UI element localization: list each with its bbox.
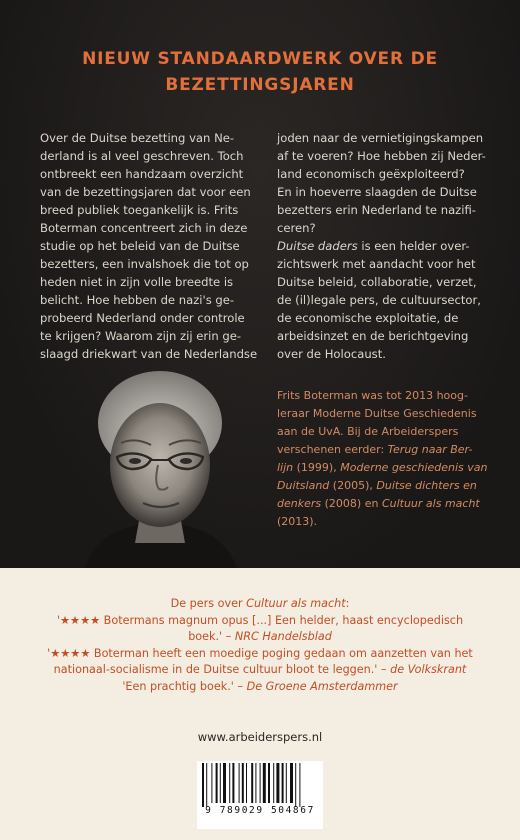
barcode-bar bbox=[273, 763, 274, 803]
press-heading-text: De pers over bbox=[170, 597, 247, 610]
blurb-left-column bbox=[40, 129, 258, 363]
blurb-line: zichtswerk met aandacht voor het bbox=[277, 257, 476, 271]
bio-book-title: denkers bbox=[277, 497, 322, 510]
bio-line: (2013). bbox=[277, 515, 318, 528]
blurb-line: Duitse beleid, collaboratie, verzet, bbox=[277, 275, 477, 289]
barcode-bar bbox=[299, 763, 300, 807]
bio-book-title: lijn bbox=[277, 461, 294, 474]
barcode-bar bbox=[229, 763, 230, 803]
blurb-line: af te voeren? Hoe hebben zij Neder- bbox=[277, 149, 486, 163]
quote-text: 'Een prachtig boek.' – bbox=[122, 679, 247, 693]
blurb-line: arbeidsinzet en de berichtgeving bbox=[277, 329, 469, 343]
blurb-line: van de bezettingsjaren dat voor een bbox=[40, 185, 251, 199]
blurb-line: ontbreekt een handzaam overzicht bbox=[40, 167, 244, 181]
blurb-line: slaagd driekwart van de Nederlandse bbox=[40, 347, 258, 361]
blurb-line: over de Holocaust. bbox=[277, 347, 386, 361]
press-heading bbox=[0, 596, 520, 613]
barcode-bars bbox=[200, 763, 320, 807]
blurb-line: studie op het beleid van de Duitse bbox=[40, 239, 240, 253]
barcode-bar bbox=[223, 763, 226, 803]
bio-line bbox=[277, 477, 497, 495]
quote-line bbox=[0, 679, 520, 696]
bio-line: leraar Moderne Duitse Geschiedenis bbox=[277, 407, 477, 420]
bio-text: (1999), bbox=[293, 461, 341, 474]
blurb-right-column bbox=[277, 129, 497, 363]
blurb-line: heden niet in zijn volle breedte is bbox=[40, 275, 234, 289]
quote-text: boek.' – bbox=[188, 630, 235, 643]
headline-line-1: NIEUW STANDAARDWERK OVER DE bbox=[82, 49, 438, 69]
bio-book-title: Moderne geschiedenis van bbox=[340, 461, 488, 474]
quote-source: De Groene Amsterdammer bbox=[246, 679, 398, 693]
bio-line: Frits Boterman was tot 2013 hoog- bbox=[277, 389, 468, 402]
blurb-line: bezetters erin Nederland te nazifi- bbox=[277, 203, 476, 217]
blurb-line: belicht. Hoe hebben de nazi's ge- bbox=[40, 293, 235, 307]
barcode-bar bbox=[242, 763, 244, 803]
blurb-line: ceren? bbox=[277, 221, 316, 235]
blurb-line: de economische exploitatie, de bbox=[277, 311, 459, 325]
blurb-line: breed publiek toegankelijk is. Frits bbox=[40, 203, 239, 217]
press-heading-text: : bbox=[345, 597, 350, 610]
blurb-line: probeerd Nederland onder controle bbox=[40, 311, 245, 325]
barcode-bar bbox=[211, 763, 212, 803]
blurb-line: land economisch geëxploiteerd? bbox=[277, 167, 465, 181]
cover-headline bbox=[40, 46, 480, 98]
bio-book-title: Duitse dichters en bbox=[376, 479, 477, 492]
barcode-bar bbox=[263, 763, 266, 803]
barcode-bar bbox=[282, 763, 284, 803]
bio-line bbox=[277, 441, 497, 459]
barcode-bar bbox=[295, 763, 296, 807]
blurb-line: joden naar de vernietigingskampen bbox=[277, 131, 484, 145]
barcode-bar bbox=[286, 763, 287, 803]
barcode-bar bbox=[268, 763, 270, 803]
bio-line: aan de UvA. Bij de Arbeiderspers bbox=[277, 425, 459, 438]
publisher-website: www.arbeiderspers.nl bbox=[197, 730, 323, 744]
barcode-bar bbox=[246, 763, 247, 803]
barcode-bar bbox=[216, 763, 218, 803]
blurb-line: te krijgen? Waarom zijn zij erin ge- bbox=[40, 329, 242, 343]
quote-source: NRC Handelsblad bbox=[234, 630, 332, 643]
blurb-line: Boterman concentreert zich in deze bbox=[40, 221, 248, 235]
bio-book-title: Terug naar Ber- bbox=[387, 443, 473, 456]
blurb-line: Over de Duitse bezetting van Ne- bbox=[40, 131, 235, 145]
book-title-italic: Duitse daders bbox=[277, 239, 358, 253]
isbn-number: 9 789029 504867 bbox=[205, 805, 315, 816]
barcode-bar bbox=[260, 763, 261, 803]
quote-line bbox=[0, 629, 520, 646]
author-portrait bbox=[55, 365, 265, 568]
bio-line bbox=[277, 459, 497, 477]
quote-line: '★★★★ Boterman heeft een moedige poging gedaan om aanzetten van het bbox=[47, 646, 473, 660]
barcode-bar bbox=[232, 763, 234, 803]
barcode-bar bbox=[239, 763, 240, 803]
quote-line bbox=[0, 662, 520, 679]
blurb-line: bezetters, een invalshoek die tot op bbox=[40, 257, 249, 271]
bio-book-title: Duitsland bbox=[277, 479, 330, 492]
barcode-bar bbox=[220, 763, 221, 803]
press-quotes bbox=[0, 596, 520, 695]
quote-source: de Volkskrant bbox=[390, 663, 467, 676]
quote-line: '★★★★ Botermans magnum opus [...] Een helder, haast encyclopedisch bbox=[56, 613, 464, 627]
bio-line bbox=[277, 495, 497, 513]
barcode-bar bbox=[290, 763, 293, 803]
blurb-text: is een helder over- bbox=[357, 239, 470, 253]
barcode-bar bbox=[255, 763, 256, 803]
headline-line-2: BEZETTINGSJAREN bbox=[165, 75, 355, 95]
press-book-title: Cultuur als macht bbox=[246, 597, 346, 610]
barcode-bar bbox=[276, 763, 279, 803]
bio-text: verschenen eerder: bbox=[277, 443, 388, 456]
barcode-bar bbox=[251, 763, 253, 803]
barcode bbox=[197, 761, 323, 829]
blurb-line bbox=[277, 237, 497, 255]
author-bio bbox=[277, 387, 497, 531]
blurb-line: En in hoeverre slaagden de Duitse bbox=[277, 185, 477, 199]
blurb-line: de (il)legale pers, de cultuursector, bbox=[277, 293, 481, 307]
quote-text: nationaal-socialisme in de Duitse cultuur bloot te leggen.' – bbox=[53, 663, 391, 676]
bio-book-title: Cultuur als macht bbox=[381, 497, 480, 510]
barcode-bar bbox=[206, 763, 207, 807]
barcode-bar bbox=[202, 763, 204, 807]
bio-text: (2005), bbox=[329, 479, 377, 492]
blurb-line: derland is al veel geschreven. Toch bbox=[40, 149, 244, 163]
bio-text: (2008) en bbox=[321, 497, 382, 510]
